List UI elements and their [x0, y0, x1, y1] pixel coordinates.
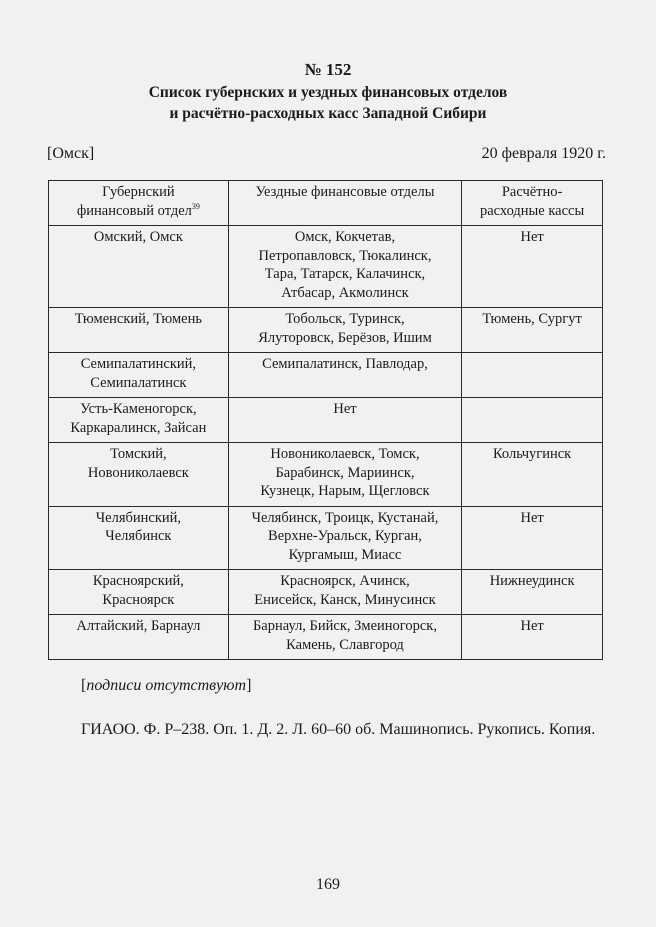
table-row: [49, 308, 603, 353]
districts-cell: [228, 615, 461, 660]
province-cell: [49, 398, 229, 443]
header-cash-line-2: расходные кассы: [479, 202, 585, 219]
cash-office-cell: [462, 353, 603, 398]
archival-source: ГИАОО. Ф. Р–238. Оп. 1. Д. 2. Л. 60–60 об. Машинопись. Рукопись. Копия.: [81, 721, 596, 738]
cell-line: Семипалатинский,: [80, 356, 197, 372]
cell-line: Челябинск, Троицк, Кустанай,: [251, 509, 439, 526]
document-title-line-1: Список губернских и уездных финансовых отделов: [148, 84, 508, 101]
document-date: 20 февраля 1920 г.: [481, 145, 606, 162]
table-row: [49, 506, 603, 570]
districts-cell: [228, 570, 461, 615]
header-cash-offices: [462, 181, 603, 226]
cell-line: Кургамыш, Миасс: [288, 546, 402, 563]
cash-office-cell: [462, 308, 603, 353]
finance-departments-table: [48, 180, 603, 660]
province-cell: [49, 443, 229, 507]
cell-line: Семипалатинск, Павлодар,: [262, 356, 428, 372]
cell-line: Барнаул, Бийск, Змеиногорск,: [252, 618, 437, 634]
cell-line: Нет: [520, 229, 544, 245]
table-row: [49, 615, 603, 660]
cell-line: Тара, Татарск, Калачинск,: [264, 266, 426, 282]
cell-line: Нет: [520, 618, 544, 634]
cell-line: Тюмень, Сургут: [482, 311, 582, 327]
document-place: [Омск]: [47, 145, 95, 162]
cash-office-cell: [462, 570, 603, 615]
signatures-text: подписи отсутствуют: [86, 677, 247, 694]
cell-line: Кольчугинск: [492, 446, 572, 462]
province-cell: [49, 353, 229, 398]
cell-line: Алтайский, Барнаул: [76, 618, 201, 634]
table-row: [49, 353, 603, 398]
header-district-departments: Уездные финансовые отделы: [228, 181, 461, 226]
districts-cell: [228, 398, 461, 443]
cell-line: Новониколаевск, Томск,: [270, 446, 420, 462]
signatures-bracket-open: [: [81, 677, 87, 694]
districts-cell: [228, 353, 461, 398]
province-cell: [49, 308, 229, 353]
table-body: [49, 226, 603, 660]
document-number: № 152: [304, 60, 352, 79]
cash-office-cell: [462, 443, 603, 507]
cell-line: Красноярский,: [92, 573, 184, 589]
footnote-marker: 39: [191, 201, 200, 211]
document-title-line-2: и расчётно-расходных касс Западной Сибири: [169, 105, 487, 122]
cell-line: Каркаралинск, Зайсан: [70, 419, 207, 436]
districts-cell: [228, 443, 461, 507]
table-row: [49, 570, 603, 615]
signatures-bracket-close: ]: [246, 677, 252, 694]
cell-line: Петропавловск, Тюкалинск,: [258, 247, 432, 264]
cell-line: Барабинск, Мариинск,: [275, 464, 415, 481]
signatures-note: [81, 677, 251, 695]
province-cell: [49, 226, 229, 308]
cash-office-cell: [462, 398, 603, 443]
cell-line: Усть-Каменогорск,: [80, 401, 197, 417]
cell-line: Челябинский,: [95, 509, 182, 526]
page-number: 169: [316, 876, 340, 893]
cell-line: Семипалатинск: [90, 374, 187, 391]
table-header-row: [49, 181, 603, 226]
table-row: [49, 443, 603, 507]
cell-line: Камень, Славгород: [286, 636, 404, 653]
cell-line: Атбасар, Акмолинск: [281, 284, 409, 301]
cell-line: Омск, Кокчетав,: [294, 229, 396, 245]
table-row: [49, 398, 603, 443]
province-cell: [49, 506, 229, 570]
cell-line: Ялуторовск, Берёзов, Ишим: [258, 329, 432, 346]
cell-line: Нижнеудинск: [489, 573, 575, 589]
districts-cell: [228, 506, 461, 570]
table-row: [49, 226, 603, 308]
cell-line: Омский, Омск: [93, 229, 183, 245]
cell-line: Кузнецк, Нарым, Щегловск: [260, 483, 430, 499]
province-cell: [49, 570, 229, 615]
cell-line: Новониколаевск: [87, 464, 189, 481]
cell-line: Енисейск, Канск, Минусинск: [254, 591, 436, 608]
districts-cell: [228, 308, 461, 353]
header-cash-line-1: Расчётно-: [501, 184, 563, 200]
cash-office-cell: [462, 615, 603, 660]
document-title: [0, 82, 656, 124]
header-province-line-2: [53, 202, 224, 221]
header-province-department: [49, 181, 229, 226]
cell-line: Нет: [520, 509, 544, 526]
province-cell: [49, 615, 229, 660]
cell-line: Тобольск, Туринск,: [285, 311, 405, 327]
cell-line: Челябинск: [105, 528, 172, 544]
cell-line: Тюменский, Тюмень: [74, 311, 202, 327]
cell-line: Красноярск: [102, 591, 175, 608]
header-province-line-2-text: финансовый отдел: [76, 202, 192, 219]
cash-office-cell: [462, 226, 603, 308]
districts-cell: [228, 226, 461, 308]
cell-line: Нет: [333, 401, 357, 417]
cash-office-cell: [462, 506, 603, 570]
cell-line: Томский,: [110, 446, 167, 462]
header-province-line-1: Губернский: [102, 184, 175, 200]
cell-line: Верхне-Уральск, Курган,: [268, 528, 422, 544]
cell-line: Красноярск, Ачинск,: [280, 573, 410, 589]
